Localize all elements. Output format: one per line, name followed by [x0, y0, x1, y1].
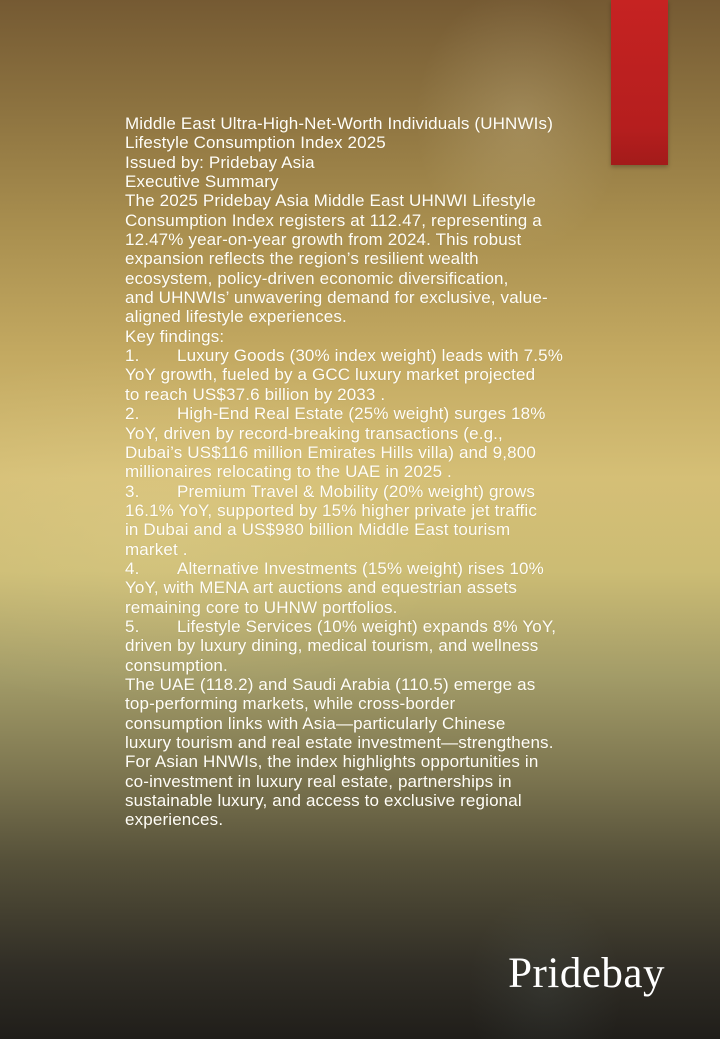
text-line: to reach US$37.6 billion by 2033 .: [125, 384, 386, 404]
text-line: millionaires relocating to the UAE in 2025 .: [125, 462, 452, 482]
list-text: Luxury Goods (30% index weight) leads with 7.5%: [177, 346, 563, 366]
list-text: Lifestyle Services (10% weight) expands 8% YoY,: [177, 616, 557, 636]
text-line: market .: [125, 539, 188, 559]
text-line: 12.47% year-on-year growth from 2024. This robust: [125, 230, 522, 250]
text-line: YoY growth, fueled by a GCC luxury market projected: [125, 365, 536, 385]
text-line: consumption links with Asia—particularly Chinese: [125, 713, 506, 733]
text-line: sustainable luxury, and access to exclusive regional: [125, 791, 522, 811]
list-number: 5.: [125, 616, 140, 636]
list-number: 3.: [125, 481, 140, 501]
text-line: Executive Summary: [125, 172, 279, 192]
body-text: [125, 114, 597, 830]
text-line: experiences.: [125, 810, 224, 830]
text-line: aligned lifestyle experiences.: [125, 307, 347, 327]
text-line: Key findings:: [125, 326, 225, 346]
text-line: co-investment in luxury real estate, partnerships in: [125, 771, 512, 791]
text-line: [125, 346, 597, 365]
text-line: consumption.: [125, 655, 228, 675]
list-number: 4.: [125, 558, 140, 578]
text-line: [125, 617, 597, 636]
list-text: Premium Travel & Mobility (20% weight) grows: [177, 481, 536, 501]
text-line: and UHNWIs’ unwavering demand for exclusive, value-: [125, 288, 548, 308]
pridebay-logo: Pridebay: [508, 950, 665, 997]
text-line: Issued by: Pridebay Asia: [125, 152, 315, 172]
text-line: [125, 404, 597, 423]
text-line: expansion reflects the region’s resilient wealth: [125, 249, 479, 269]
red-accent-bar: [611, 0, 668, 165]
text-line: Consumption Index registers at 112.47, representing a: [125, 210, 542, 230]
text-line: ecosystem, policy-driven economic diversification,: [125, 268, 509, 288]
text-line: YoY, driven by record-breaking transactions (e.g.,: [125, 423, 503, 443]
text-line: Lifestyle Consumption Index 2025: [125, 133, 386, 153]
text-line: [125, 482, 597, 501]
text-line: remaining core to UHNW portfolios.: [125, 597, 398, 617]
text-line: in Dubai and a US$980 billion Middle East tourism: [125, 520, 511, 540]
text-line: top-performing markets, while cross-border: [125, 694, 456, 714]
list-number: 1.: [125, 346, 140, 366]
text-line: The 2025 Pridebay Asia Middle East UHNWI Lifestyle: [125, 191, 536, 211]
text-line: The UAE (118.2) and Saudi Arabia (110.5) emerge as: [125, 674, 536, 694]
text-line: [125, 559, 597, 578]
text-line: luxury tourism and real estate investment—strengthens.: [125, 733, 554, 752]
text-line: driven by luxury dining, medical tourism, and wellness: [125, 636, 539, 656]
text-line: 16.1% YoY, supported by 15% higher private jet traffic: [125, 500, 537, 520]
list-text: Alternative Investments (15% weight) rises 10%: [177, 558, 544, 578]
list-number: 2.: [125, 404, 140, 424]
text-line: Middle East Ultra-High-Net-Worth Individuals (UHNWIs): [125, 114, 554, 133]
text-line: Dubai’s US$116 million Emirates Hills villa) and 9,800: [125, 442, 536, 462]
text-line: For Asian HNWIs, the index highlights opportunities in: [125, 752, 539, 772]
text-line: YoY, with MENA art auctions and equestrian assets: [125, 578, 517, 598]
list-text: High-End Real Estate (25% weight) surges 18%: [177, 404, 546, 424]
